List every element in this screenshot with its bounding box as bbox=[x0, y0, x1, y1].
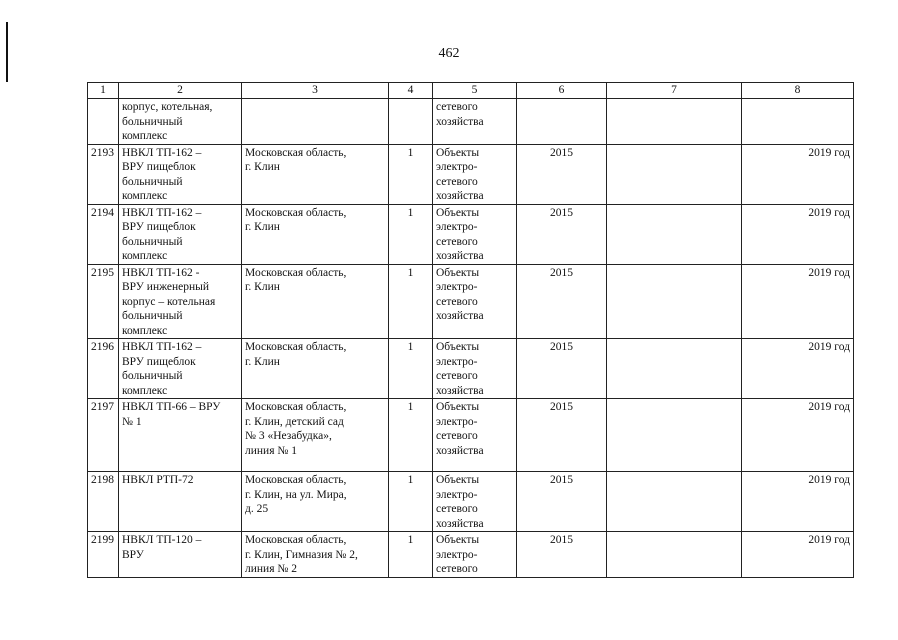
row-number: 2194 bbox=[88, 204, 119, 264]
object-name: корпус, котельная, больничный комплекс bbox=[119, 99, 242, 145]
row-number: 2193 bbox=[88, 144, 119, 204]
object-quantity: 1 bbox=[389, 532, 433, 578]
table-row bbox=[88, 204, 854, 264]
row-number bbox=[88, 99, 119, 145]
object-col7 bbox=[607, 264, 742, 339]
object-year: 2015 bbox=[517, 264, 607, 339]
object-col7 bbox=[607, 472, 742, 532]
table-row bbox=[88, 144, 854, 204]
object-term: 2019 год bbox=[742, 399, 854, 472]
header-cell-6: 6 bbox=[517, 83, 607, 99]
object-year: 2015 bbox=[517, 472, 607, 532]
object-col7 bbox=[607, 99, 742, 145]
object-location: Московская область, г. Клин bbox=[242, 264, 389, 339]
table-row bbox=[88, 472, 854, 532]
object-term: 2019 год bbox=[742, 264, 854, 339]
object-type: Объекты электро- сетевого хозяйства bbox=[433, 399, 517, 472]
header-row bbox=[88, 83, 854, 99]
object-name: НВКЛ ТП-162 - ВРУ инженерный корпус – котельная больничный комплекс bbox=[119, 264, 242, 339]
object-col7 bbox=[607, 339, 742, 399]
object-year: 2015 bbox=[517, 532, 607, 578]
object-location: Московская область, г. Клин bbox=[242, 144, 389, 204]
object-quantity: 1 bbox=[389, 339, 433, 399]
object-year: 2015 bbox=[517, 399, 607, 472]
object-type: Объекты электро- сетевого хозяйства bbox=[433, 204, 517, 264]
object-col7 bbox=[607, 399, 742, 472]
object-type: Объекты электро- сетевого хозяйства bbox=[433, 339, 517, 399]
object-term bbox=[742, 99, 854, 145]
header-cell-2: 2 bbox=[119, 83, 242, 99]
object-type: Объекты электро- сетевого bbox=[433, 532, 517, 578]
object-location: Московская область, г. Клин, на ул. Мира, д. 25 bbox=[242, 472, 389, 532]
object-term: 2019 год bbox=[742, 144, 854, 204]
object-quantity: 1 bbox=[389, 399, 433, 472]
row-number: 2196 bbox=[88, 339, 119, 399]
object-year: 2015 bbox=[517, 204, 607, 264]
object-location: Московская область, г. Клин bbox=[242, 339, 389, 399]
row-number: 2197 bbox=[88, 399, 119, 472]
row-number: 2195 bbox=[88, 264, 119, 339]
object-location: Московская область, г. Клин, детский сад № 3 «Незабудка», линия № 1 bbox=[242, 399, 389, 472]
page-number: 462 bbox=[438, 46, 460, 61]
object-name: НВКЛ ТП-66 – ВРУ № 1 bbox=[119, 399, 242, 472]
object-name: НВКЛ ТП-120 – ВРУ bbox=[119, 532, 242, 578]
object-type: Объекты электро- сетевого хозяйства bbox=[433, 264, 517, 339]
object-term: 2019 год bbox=[742, 472, 854, 532]
header-cell-4: 4 bbox=[389, 83, 433, 99]
row-number: 2199 bbox=[88, 532, 119, 578]
object-location bbox=[242, 99, 389, 145]
object-type: Объекты электро- сетевого хозяйства bbox=[433, 472, 517, 532]
object-name: НВКЛ ТП-162 – ВРУ пищеблок больничный комплекс bbox=[119, 339, 242, 399]
object-term: 2019 год bbox=[742, 339, 854, 399]
table-row bbox=[88, 399, 854, 472]
table-row bbox=[88, 532, 854, 578]
object-location: Московская область, г. Клин, Гимназия № 2, линия № 2 bbox=[242, 532, 389, 578]
table-row bbox=[88, 99, 854, 145]
object-name: НВКЛ ТП-162 – ВРУ пищеблок больничный комплекс bbox=[119, 204, 242, 264]
object-quantity bbox=[389, 99, 433, 145]
table-row bbox=[88, 339, 854, 399]
object-location: Московская область, г. Клин bbox=[242, 204, 389, 264]
object-type: Объекты электро- сетевого хозяйства bbox=[433, 144, 517, 204]
table-row bbox=[88, 264, 854, 339]
header-cell-3: 3 bbox=[242, 83, 389, 99]
object-col7 bbox=[607, 144, 742, 204]
object-year: 2015 bbox=[517, 339, 607, 399]
row-number: 2198 bbox=[88, 472, 119, 532]
object-quantity: 1 bbox=[389, 204, 433, 264]
object-term: 2019 год bbox=[742, 532, 854, 578]
object-name: НВКЛ РТП-72 bbox=[119, 472, 242, 532]
object-year bbox=[517, 99, 607, 145]
object-col7 bbox=[607, 532, 742, 578]
object-quantity: 1 bbox=[389, 472, 433, 532]
header-cell-1: 1 bbox=[88, 83, 119, 99]
object-type: сетевого хозяйства bbox=[433, 99, 517, 145]
object-name: НВКЛ ТП-162 – ВРУ пищеблок больничный комплекс bbox=[119, 144, 242, 204]
header-cell-7: 7 bbox=[607, 83, 742, 99]
registry-table bbox=[87, 82, 854, 578]
object-col7 bbox=[607, 204, 742, 264]
object-term: 2019 год bbox=[742, 204, 854, 264]
header-cell-5: 5 bbox=[433, 83, 517, 99]
object-year: 2015 bbox=[517, 144, 607, 204]
object-quantity: 1 bbox=[389, 144, 433, 204]
header-cell-8: 8 bbox=[742, 83, 854, 99]
object-quantity: 1 bbox=[389, 264, 433, 339]
